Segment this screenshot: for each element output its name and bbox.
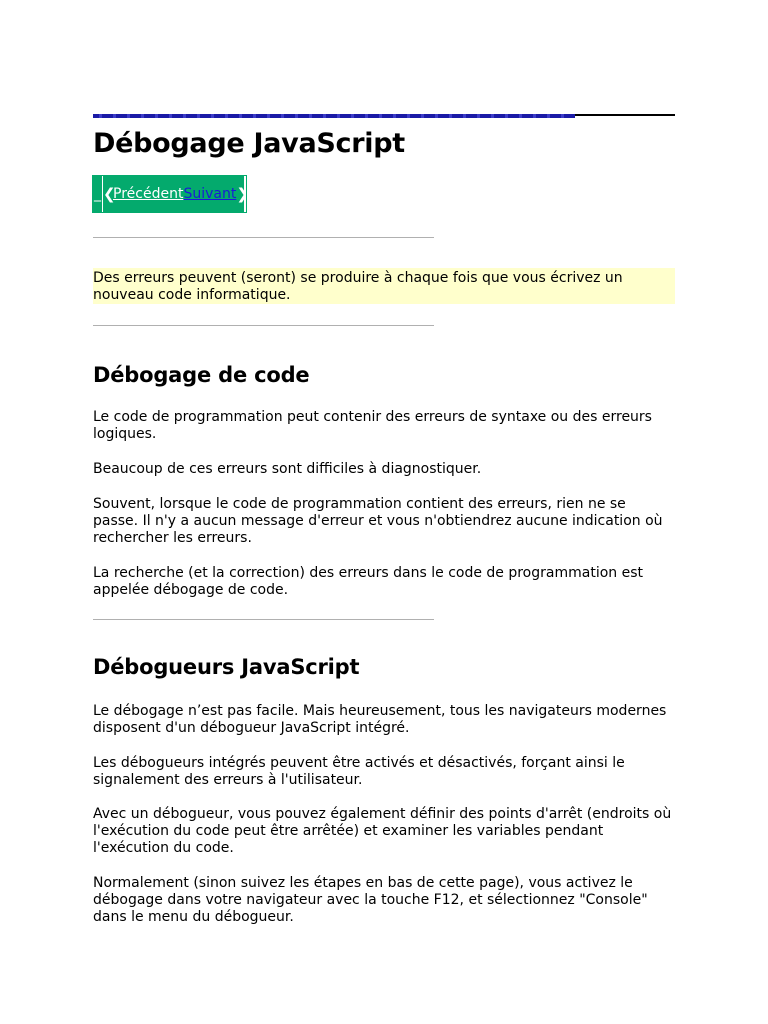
note-box — [93, 268, 675, 304]
paragraph: La recherche (et la correction) des erreurs dans le code de programmation est appelée débogage de code. — [93, 565, 643, 598]
nav-underscore: _ — [94, 186, 101, 202]
divider — [93, 619, 434, 620]
top-link-bar[interactable] — [93, 114, 575, 118]
note-text: Des erreurs peuvent (seront) se produire à chaque fois que vous écrivez un nouveau code informatique. — [93, 270, 623, 303]
chevron-left-icon[interactable]: ❮ — [103, 185, 116, 203]
divider — [93, 237, 434, 238]
paragraph: Le code de programmation peut contenir des erreurs de syntaxe ou des erreurs logiques. — [93, 409, 652, 442]
previous-link[interactable]: Précédent — [113, 186, 184, 202]
paragraph: Les débogueurs intégrés peuvent être activés et désactivés, forçant ainsi le signalement des erreurs à l'utilisateur. — [93, 755, 625, 788]
page-title: Débogage JavaScript — [93, 128, 405, 159]
page-navigation — [93, 176, 249, 212]
paragraph: Beaucoup de ces erreurs sont difficiles à diagnostiquer. — [93, 461, 482, 477]
paragraph: Le débogage n’est pas facile. Mais heureusement, tous les navigateurs modernes disposent d'un débogueur JavaScript intégré. — [93, 703, 667, 736]
section-heading-debugging-code: Débogage de code — [93, 363, 310, 387]
paragraph: Souvent, lorsque le code de programmation contient des erreurs, rien ne se passe. Il n'y a aucun message d'erreur et vous n'obtiendrez aucune indication où rechercher les erreurs. — [93, 496, 663, 546]
divider — [93, 325, 434, 326]
paragraph: Normalement (sinon suivez les étapes en bas de cette page), vous activez le débogage dans votre navigateur avec la touche F12, et sélectionnez "Console" dans le menu du débogueur. — [93, 875, 648, 925]
next-link[interactable]: Suivant — [183, 186, 237, 202]
paragraph: Avec un débogueur, vous pouvez également définir des points d'arrêt (endroits où l'exécution du code peut être arrêtée) et examiner les variables pendant l'exécution du code. — [93, 806, 672, 856]
section-heading-javascript-debuggers: Débogueurs JavaScript — [93, 655, 360, 679]
chevron-right-icon[interactable]: ❯ — [236, 185, 249, 203]
